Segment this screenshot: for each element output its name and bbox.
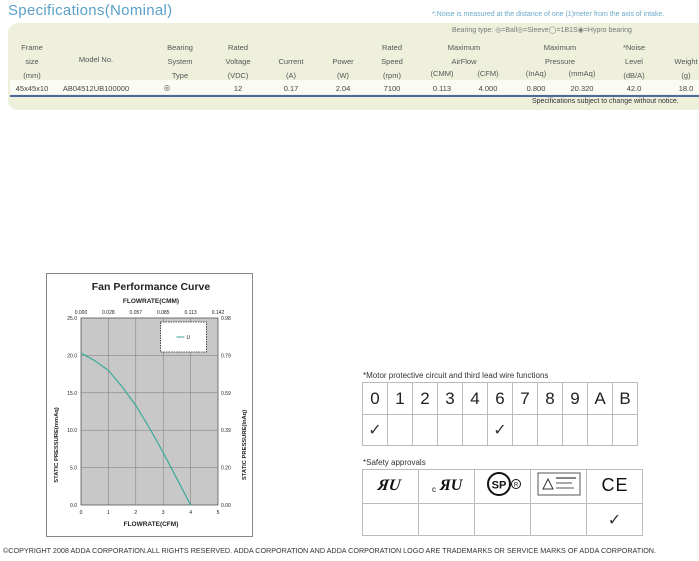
- header-noise: [614, 41, 654, 83]
- header-frame: [12, 41, 52, 83]
- svg-text:CE: CE: [600, 475, 629, 495]
- motor-check-row: [363, 415, 638, 446]
- y-tick-label: 0.0: [70, 503, 77, 509]
- csa-cell: [475, 470, 531, 504]
- motor-code-cell: 1: [388, 383, 413, 415]
- y-tick-label: 15.0: [67, 390, 77, 397]
- y-right-tick-label: 0.79: [221, 353, 231, 360]
- x-top-tick-label: 0.028: [102, 310, 115, 316]
- motor-code-cell: B: [613, 383, 638, 415]
- x-tick-label: 4: [189, 510, 192, 516]
- motor-code-cell: 4: [463, 383, 488, 415]
- cell-power: 2.04: [335, 84, 351, 93]
- y-tick-label: 5.0: [70, 465, 77, 472]
- header-current: [272, 55, 310, 83]
- cell-cmm: 0.113: [432, 84, 452, 93]
- csa-icon: [481, 470, 525, 498]
- y-right-tick-label: 0.39: [221, 428, 231, 435]
- header-pressure-line1: Maximum: [543, 43, 577, 52]
- cell-inaq: 0.800: [526, 84, 546, 93]
- motor-check-cell: [413, 415, 438, 446]
- chart-svg: [47, 274, 252, 536]
- header-model: Model No.: [78, 55, 114, 64]
- header-current-line2: (A): [286, 71, 296, 80]
- motor-code-row: [363, 383, 638, 415]
- motor-code-cell: 0: [363, 383, 388, 415]
- chart-left-axis-label: STATIC PRESSURE(mmAq): [54, 407, 60, 483]
- cell-weight: 18.0: [678, 84, 694, 93]
- motor-code-cell: 9: [563, 383, 588, 415]
- table-row-divider: [10, 95, 699, 97]
- header-bearing-line2: System: [167, 57, 193, 66]
- x-top-tick-label: 0.142: [211, 310, 225, 316]
- cell-speed: 7100: [383, 84, 401, 93]
- header-voltage: [218, 41, 258, 83]
- chart-title: Fan Performance Curve: [91, 281, 211, 293]
- motor-check-cell: ✓: [488, 415, 513, 446]
- y-right-tick-label: 0.98: [221, 316, 231, 322]
- header-mmaq: (mmAq): [568, 69, 596, 78]
- motor-code-cell: 3: [438, 383, 463, 415]
- cell-bearing: ◎: [163, 83, 171, 92]
- ul-cell: [363, 470, 419, 504]
- header-speed-line2: Speed: [381, 57, 403, 66]
- motor-code-cell: A: [588, 383, 613, 415]
- cell-mmaq: 20.320: [570, 84, 594, 93]
- cell-model: AB04512UB100000: [62, 84, 130, 93]
- header-power: [324, 55, 362, 83]
- fan-performance-chart: [46, 273, 253, 537]
- header-voltage-line3: (VDC): [227, 71, 249, 80]
- motor-check-cell: [438, 415, 463, 446]
- y-right-tick-label: 0.20: [221, 465, 231, 472]
- x-top-tick-label: 0.000: [74, 310, 88, 316]
- motor-check-cell: [588, 415, 613, 446]
- motor-check-cell: [538, 415, 563, 446]
- x-top-tick-label: 0.113: [184, 310, 197, 316]
- svg-text:ЯU: ЯU: [376, 477, 402, 494]
- safety-check-cell: [419, 504, 475, 536]
- y-right-tick-label: 0.59: [221, 390, 231, 397]
- header-noise-line1: *Noise: [622, 43, 646, 52]
- cell-voltage: 12: [233, 84, 243, 93]
- safety-check-cell: [363, 504, 419, 536]
- header-inaq: (InAq): [525, 69, 547, 78]
- svg-text:ЯU: ЯU: [439, 477, 462, 494]
- safety-approvals-title: *Safety approvals: [363, 458, 426, 467]
- motor-code-cell: 8: [538, 383, 563, 415]
- header-voltage-line1: Rated: [227, 43, 248, 52]
- header-airflow: [422, 41, 506, 69]
- chart-right-axis-label: STATIC PRESSURE(InAq): [242, 409, 248, 481]
- x-top-tick-label: 0.085: [156, 310, 170, 316]
- cell-frame: 45x45x10: [15, 84, 49, 93]
- header-weight: [666, 55, 699, 83]
- tuv-cell: [531, 470, 587, 504]
- header-pressure: [518, 41, 602, 69]
- x-tick-label: 1: [107, 510, 110, 516]
- copyright-notice: ©COPYRIGHT 2008 ADDA CORPORATION.ALL RIGHTS RESERVED. ADDA CORPORATION AND ADDA CORPORATION LOGO ARE TRADEMARKS OR SERVICE MARKS OF ADDA CORPORATION.: [3, 546, 656, 555]
- header-current-line1: Current: [278, 57, 304, 66]
- ul-recognized-icon: [371, 472, 411, 496]
- header-weight-line2: (g): [681, 71, 691, 80]
- header-weight-line1: Weight: [674, 57, 698, 66]
- safety-approvals-table: [362, 469, 643, 536]
- ce-icon: [595, 472, 635, 496]
- header-speed-line1: Rated: [381, 43, 402, 52]
- motor-check-cell: [513, 415, 538, 446]
- safety-check-cell: [531, 504, 587, 536]
- tuv-icon: [537, 472, 581, 496]
- chart-top-axis-label: FLOWRATE(CMM): [122, 298, 180, 305]
- cell-noise: 42.0: [626, 84, 642, 93]
- motor-check-cell: [463, 415, 488, 446]
- x-tick-label: 5: [216, 510, 220, 516]
- motor-check-cell: [613, 415, 638, 446]
- safety-check-cell: [475, 504, 531, 536]
- y-tick-label: 25.0: [67, 316, 77, 322]
- header-bearing-line3: Type: [171, 71, 189, 80]
- x-top-tick-label: 0.057: [129, 310, 143, 316]
- bearing-legend: Bearing type: ◎=Ball◎=Sleeve◯=1B1S◉=Hypro bearing: [452, 27, 632, 34]
- legend-label: U: [186, 335, 191, 341]
- cell-cfm: 4.000: [478, 84, 498, 93]
- header-voltage-line2: Voltage: [225, 57, 251, 66]
- motor-code-cell: 6: [488, 383, 513, 415]
- header-airflow-line2: AirFlow: [451, 57, 477, 66]
- y-tick-label: 20.0: [67, 353, 77, 360]
- header-bearing: [160, 41, 200, 83]
- safety-check-cell: ✓: [587, 504, 643, 536]
- header-cfm: (CFM): [477, 69, 499, 78]
- motor-check-cell: ✓: [363, 415, 388, 446]
- svg-text:R: R: [513, 482, 518, 489]
- page-title: Specifications(Nominal): [8, 2, 173, 19]
- header-noise-line3: (dB/A): [623, 71, 645, 80]
- cul-recognized-icon: [427, 472, 467, 496]
- header-speed: [372, 41, 412, 83]
- header-pressure-line2: Pressure: [544, 57, 575, 66]
- motor-code-cell: 2: [413, 383, 438, 415]
- noise-note: *:Noise is measured at the distance of one (1)meter from the axis of intake.: [432, 11, 665, 18]
- motor-check-cell: [563, 415, 588, 446]
- header-noise-line2: Level: [625, 57, 643, 66]
- spec-footnote: Specifications subject to change without notice.: [532, 98, 679, 105]
- header-frame-line3: (mm): [23, 71, 41, 80]
- header-speed-line3: (rpm): [383, 71, 401, 80]
- motor-functions-table: [362, 382, 638, 446]
- y-right-tick-label: 0.00: [221, 503, 231, 509]
- header-power-line1: Power: [332, 57, 354, 66]
- motor-functions-title: *Motor protective circuit and third lead wire functions: [363, 371, 549, 380]
- svg-text:SP: SP: [491, 479, 506, 492]
- y-tick-label: 10.0: [67, 428, 77, 435]
- cell-current: 0.17: [283, 84, 299, 93]
- header-bearing-line1: Bearing: [167, 43, 193, 52]
- header-frame-line2: size: [25, 57, 39, 66]
- header-power-line2: (W): [336, 71, 350, 80]
- cul-cell: [419, 470, 475, 504]
- x-tick-label: 3: [161, 510, 165, 516]
- ce-cell: [587, 470, 643, 504]
- chart-x-axis-label: FLOWRATE(CFM): [123, 521, 179, 528]
- svg-text:c: c: [431, 485, 436, 494]
- x-tick-label: 0: [79, 510, 83, 516]
- x-tick-label: 2: [134, 510, 138, 516]
- motor-code-cell: 7: [513, 383, 538, 415]
- safety-logo-row: [363, 470, 643, 504]
- header-cmm: (CMM): [430, 69, 454, 78]
- safety-check-row: [363, 504, 643, 536]
- header-frame-line1: Frame: [21, 43, 43, 52]
- motor-check-cell: [388, 415, 413, 446]
- header-airflow-line1: Maximum: [447, 43, 481, 52]
